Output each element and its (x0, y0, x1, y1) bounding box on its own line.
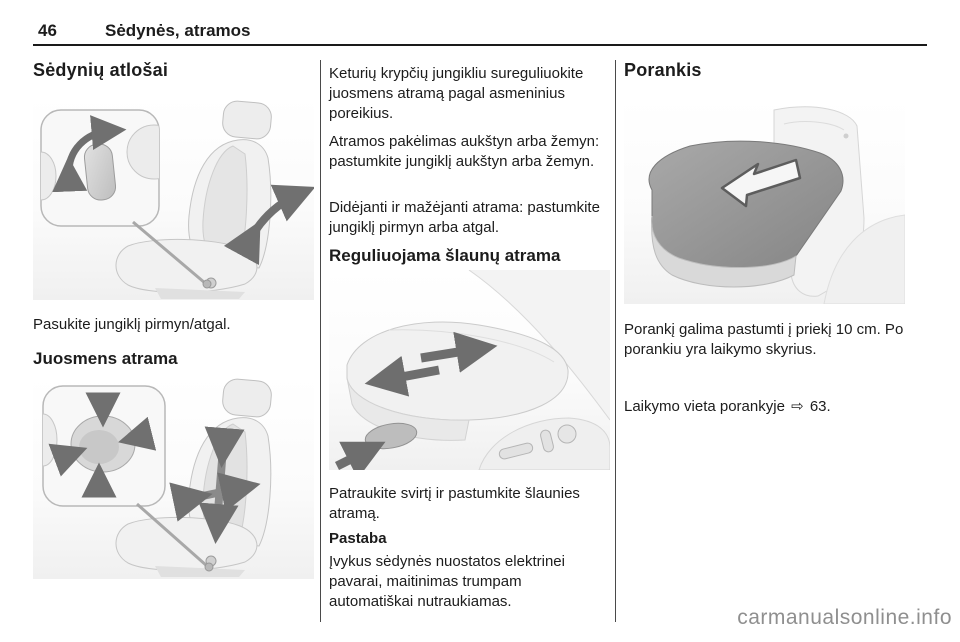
heading-lumbar-support: Juosmens atrama (33, 349, 178, 368)
para-armrest-reference (624, 396, 904, 417)
heading-seat-backrests: Sėdynių atlošai (33, 60, 169, 80)
watermark: carmanualsonline.info (737, 606, 952, 629)
heading-armrest: Porankis (624, 60, 702, 80)
heading-thigh-support: Reguliuojama šlaunų atrama (329, 246, 561, 265)
para-thigh-instruction: Patraukite svirtį ir pastumkite šlaunies atramą. (329, 485, 580, 522)
note-text: Įvykus sėdynės nuostatos elektrinei pavarai, maitinimas trumpam automatiškai nutraukiamas. (329, 553, 565, 610)
chapter-title: Sėdynės, atramos (105, 21, 251, 40)
reference-arrow-icon: ⇨ (791, 397, 804, 415)
figure-thigh-support (329, 270, 610, 470)
armrest-illustration (624, 98, 905, 304)
figure-armrest (624, 98, 905, 304)
para-armrest: Porankį galima pastumti į priekį 10 cm. Po porankiu yra laikymo skyrius. (624, 321, 904, 358)
para-lumbar-updown: Atramos pakėlimas aukštyn arba žemyn: pastumkite jungiklį aukštyn arba žemyn. (329, 133, 600, 170)
page-number: 46 (38, 21, 57, 40)
reference-text: Laikymo vieta porankyje (624, 398, 785, 415)
thigh-support-illustration (329, 270, 610, 470)
column-divider-left (320, 60, 321, 622)
figure-lumbar-support (33, 376, 314, 579)
figure-seat-backrest-adjustment (33, 96, 314, 300)
seat-backrest-illustration (33, 96, 314, 300)
lumbar-support-illustration (33, 376, 314, 579)
seat-cushion-closeup (347, 270, 610, 470)
caption-backrest: Pasukite jungiklį pirmyn/atgal. (33, 316, 231, 333)
note-heading: Pastaba (329, 530, 387, 547)
lever-pointer-arrow (337, 451, 367, 466)
header-rule (33, 44, 927, 46)
column-divider-right (615, 60, 616, 622)
reference-page-number: 63. (809, 398, 831, 415)
para-lumbar-inout: Didėjanti ir mažėjanti atrama: pastumkite jungiklį pirmyn arba atgal. (329, 199, 600, 236)
para-lumbar-adjust: Keturių krypčių jungikliu sureguliuokite juosmens atramą pagal asmeninius poreikius. (329, 65, 584, 122)
